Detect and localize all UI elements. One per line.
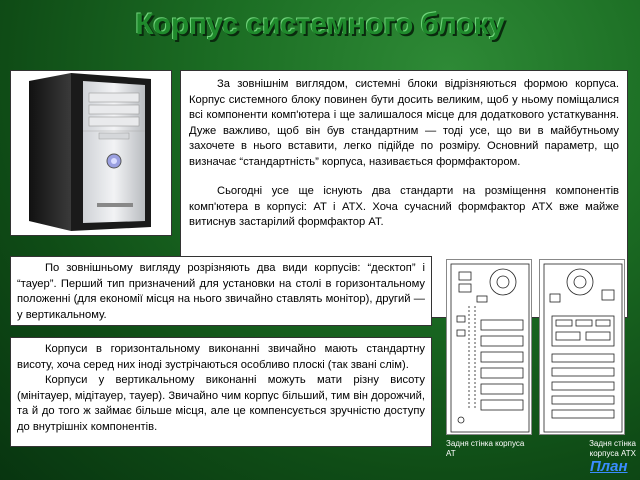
slide-title: Корпус системного блоку [135, 8, 505, 41]
form-text-box [10, 337, 432, 447]
caption-atx: Задня стінка корпуса ATX [589, 439, 636, 458]
atx-back-panel-image [539, 259, 625, 435]
at-back-panel-image [446, 259, 532, 435]
pc-tower-image [10, 70, 172, 236]
types-text-box [10, 256, 432, 326]
vertical-paragraph: Корпуси у вертикальному виконанні можуть мати різну висоту (мінітауер, мідітауер, тауер). Звичайно чим корпус більший, тим він дорожчий, та й до того ж займає більше місця, але це компенсується зручністю доступу до внутрішніх компонентів. [17, 374, 425, 433]
plan-link[interactable]: План [590, 458, 628, 475]
standards-paragraph: Сьогодні усе ще існують два стандарти на розміщення компонентів комп'ютера в корпусі: AT і ATX. Хоча сучасний формфактор ATX вже майже витиснув застарілий формфактор AT. [189, 185, 619, 228]
types-paragraph: По зовнішньому вигляду розрізняють два види корпусів: “десктоп” і “тауер”. Перший тип призначений для установки на столі в горизонтальному положенні (для економії місця на нього звичайно ставлять монітор), другий — у вертикальному. [17, 262, 425, 321]
intro-paragraph: За зовнішнім виглядом, системні блоки відрізняються формою корпуса. Корпус системного блоку повинен бути досить великим, щоб у ньому поміщалися всі компоненти комп'ютера і ще залишалося місце для додаткового устаткування. Дуже важливо, щоб він був стандартним — тоді усе, що ви в майбутньому захочете в нього вставити, легко підійде по розміру. Основний параметр, що визначає “стандартність” корпуса, називається формфактором. [189, 78, 619, 168]
horizontal-paragraph: Корпуси в горизонтальному виконанні звичайно мають стандартну висоту, хоча серед них іноді зустрічаються особливо плоскі (так звані слім). [17, 343, 425, 371]
caption-at: Задня стінка корпуса AT [446, 439, 525, 458]
